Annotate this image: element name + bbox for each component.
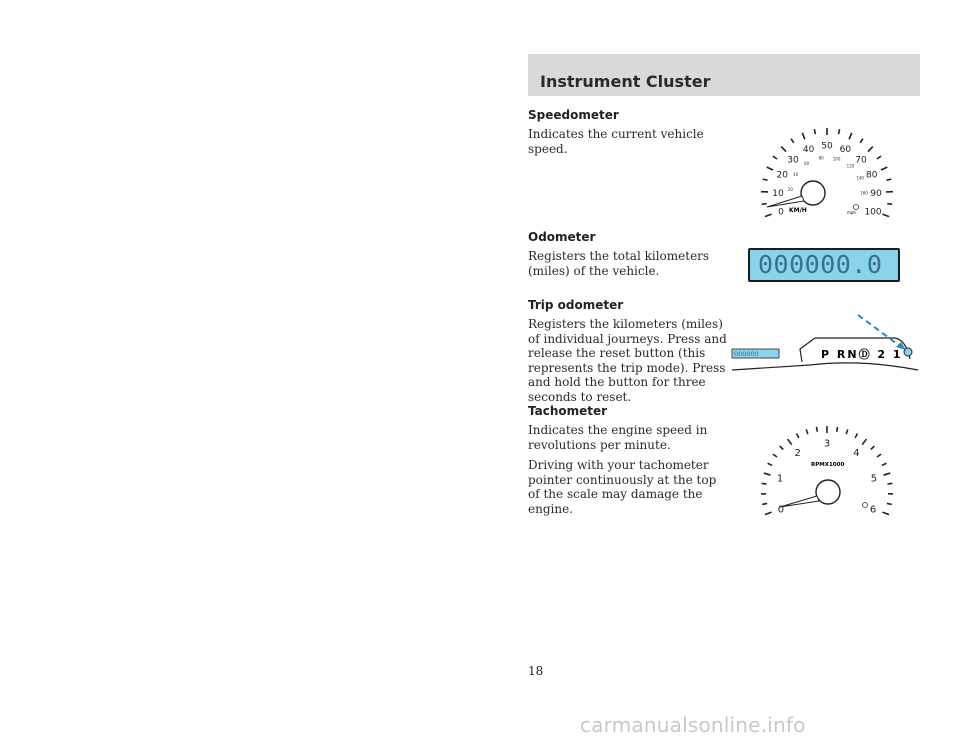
dial-tick	[860, 139, 863, 143]
dial-tick	[862, 439, 866, 445]
dial-tick	[773, 454, 777, 457]
trip-odometer-section	[528, 298, 728, 410]
dial-tick	[816, 427, 817, 432]
dial-tick	[814, 129, 815, 134]
section-heading: Speedometer	[528, 108, 619, 122]
odometer-lcd	[748, 248, 900, 282]
speedometer-section	[528, 108, 728, 162]
tachometer-needle	[780, 496, 819, 507]
odometer-section	[528, 230, 728, 284]
kmh-label: 0	[778, 207, 784, 218]
dial-tick	[806, 429, 808, 434]
odometer-reading: 000000.0	[758, 250, 883, 279]
mph-label: 100	[832, 156, 841, 162]
dial-tick	[802, 133, 805, 139]
dial-tick	[882, 463, 887, 465]
tachometer-illustration	[755, 418, 900, 518]
mph-label: 140	[856, 175, 864, 181]
dial-tick	[846, 429, 848, 434]
dial-tick	[780, 446, 784, 449]
dial-tick	[765, 512, 772, 514]
mph-label: 160	[860, 190, 868, 196]
dial-tick	[767, 167, 773, 170]
kmh-label: 30	[787, 155, 799, 166]
reset-button[interactable]	[904, 348, 912, 356]
pointer-arrow	[858, 315, 900, 346]
dial-tick	[791, 139, 794, 143]
dial-tick	[877, 156, 881, 159]
page-number: 18	[528, 664, 544, 678]
kmh-label: 50	[821, 141, 833, 152]
kmh-label: 90	[870, 188, 882, 199]
page-title: Instrument Cluster	[540, 72, 711, 91]
dial-tick	[887, 503, 892, 504]
tachometer-unit: RPMX1000	[811, 462, 845, 468]
section-text: Indicates the engine speed in revolutions per minute.	[528, 423, 708, 452]
dial-tick	[762, 503, 767, 504]
needle-hub	[816, 480, 840, 504]
dial-tick	[882, 214, 889, 216]
kmh-label: 20	[776, 170, 788, 181]
watermark: carmanualsonline.info	[580, 713, 806, 737]
kmh-label: 100	[864, 207, 882, 218]
dial-tick	[763, 179, 768, 180]
dial-tick	[887, 204, 892, 205]
dial-tick	[881, 167, 887, 170]
section-heading: Odometer	[528, 230, 596, 244]
dial-tick	[855, 433, 857, 437]
dial-tick	[882, 512, 889, 514]
trip-odometer-illustration	[730, 312, 920, 377]
indicator-icon	[863, 503, 868, 508]
section-text: Indicates the current vehicle speed.	[528, 127, 704, 156]
section-text: Driving with your tachometer pointer continuously at the top of the scale may damage the engine.	[528, 458, 717, 516]
kmh-label: 60	[839, 145, 852, 156]
speedometer-unit-mph: mph	[847, 210, 856, 215]
rpm-label: 2	[794, 448, 801, 460]
speedometer-illustration	[755, 120, 900, 220]
dial-tick	[764, 473, 771, 475]
indicator-icon	[854, 205, 859, 210]
rpm-label: 0	[777, 504, 785, 516]
rpm-label: 3	[823, 438, 831, 450]
dial-tick	[868, 147, 873, 152]
dial-tick	[839, 129, 840, 134]
dial-tick	[877, 454, 881, 457]
section-header-bar	[528, 54, 920, 96]
dial-tick	[887, 483, 892, 484]
speedometer-kmh-labels	[772, 142, 882, 218]
rpm-label: 5	[870, 473, 878, 485]
rpm-label: 1	[776, 473, 784, 485]
dial-tick	[762, 483, 767, 484]
section-text: Registers the total kilometers (miles) of the vehicle.	[528, 249, 710, 278]
mph-label: 60	[804, 161, 810, 167]
kmh-label: 80	[866, 170, 878, 181]
section-text: Registers the kilometers (miles) of individual journeys. Press and release the reset button (this represents the trip mode). Press and hold the button for three seconds to reset.	[528, 317, 727, 404]
kmh-label: 70	[855, 155, 867, 166]
section-heading: Trip odometer	[528, 298, 624, 312]
speedometer-unit-kmh: KM/H	[789, 207, 807, 214]
kmh-label: 40	[802, 145, 815, 156]
gear-indicator: P RNⒹ 2 1	[821, 348, 903, 361]
dial-tick	[768, 463, 773, 465]
dial-tick	[788, 439, 792, 445]
dial-tick	[797, 433, 799, 437]
dial-tick	[773, 156, 777, 159]
rpm-label: 4	[853, 448, 860, 460]
tachometer-section	[528, 404, 728, 522]
dial-tick	[871, 446, 875, 449]
mph-label: 20	[787, 186, 793, 192]
dial-tick	[765, 214, 772, 216]
mph-label: 120	[846, 163, 855, 169]
mph-label: 40	[793, 172, 799, 178]
rpm-label: 6	[869, 504, 877, 516]
section-heading: Tachometer	[528, 404, 608, 418]
dial-tick	[837, 427, 838, 432]
kmh-label: 10	[772, 188, 784, 199]
dial-tick	[849, 133, 852, 139]
dial-tick	[781, 147, 786, 152]
dial-tick	[884, 473, 891, 475]
mph-label: 80	[818, 155, 824, 161]
dial-tick	[762, 204, 767, 205]
dial-tick	[886, 179, 891, 180]
trip-lcd-digits: 000000	[734, 350, 759, 358]
